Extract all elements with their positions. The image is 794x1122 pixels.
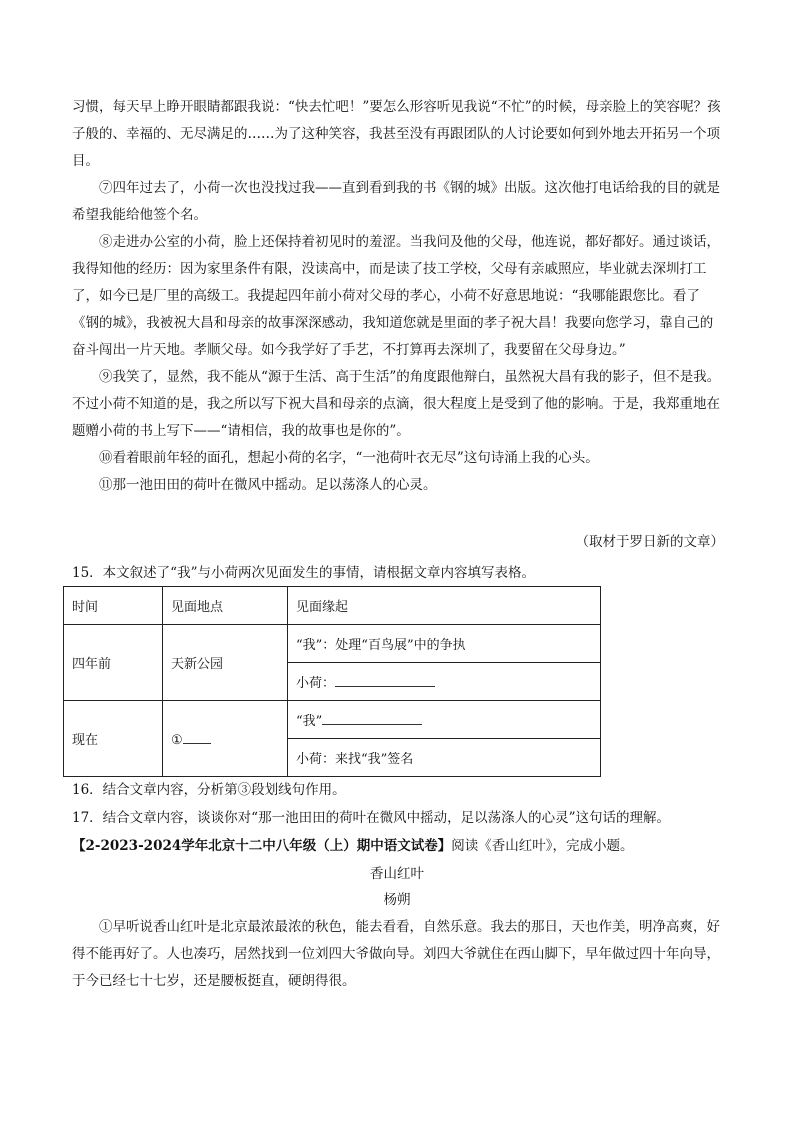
header-reason: 见面缘起: [288, 587, 601, 625]
story-continuation: [72, 94, 722, 499]
row2-time: 现在: [64, 701, 163, 777]
table-row: [64, 625, 601, 663]
header-time: 时间: [64, 587, 163, 625]
paragraph-11: ⑪那一池田田的荷叶在微风中摇动。足以荡涤人的心灵。: [99, 477, 437, 493]
table-header-row: [64, 587, 601, 625]
article-body: [72, 914, 722, 995]
row2-reason-xiaohe: 小荷：来找“我”签名: [288, 739, 601, 777]
row1-time: 四年前: [64, 625, 163, 701]
next-section-heading: [72, 834, 634, 854]
header-place: 见面地点: [163, 587, 288, 625]
exam-source-label: 【2-2023-2024学年北京十二中八年级（上）期中语文试卷】: [72, 838, 452, 854]
article-author: 杨朔: [383, 892, 411, 908]
paragraph-9: ⑨我笑了，显然，我不能从“源于生活、高于生活”的角度跟他辩白，虽然祝大昌有我的影子，但不是我。不过小荷不知道的是，我之所以写下祝大昌和母亲的点滴，很大程度上是受到了他的影响。于是，我郑重地在题赠小荷的书上写下——“请相信，我的故事也是你的”。: [72, 369, 721, 439]
row2-reason-me-label: “我”: [296, 714, 323, 729]
answer-blank[interactable]: [322, 710, 422, 725]
row1-reason-xiaohe-label: 小荷：: [296, 676, 336, 691]
row1-place: 天新公园: [163, 625, 288, 701]
paragraph-habit: 习惯，每天早上睁开眼睛都跟我说：“快去忙吧！”要怎么形容听见我说“不忙”的时候，母亲脸上的笑容呢？孩子般的、幸福的、无尽满足的……为了这种笑容，我甚至没有再跟团队的人讨论要如何到外地去开拓另一个项目。: [72, 99, 721, 169]
answer-blank[interactable]: [183, 729, 211, 744]
row2-reason-me: [288, 701, 601, 739]
article-title: 香山红叶: [370, 866, 424, 882]
answer-blank[interactable]: [335, 672, 435, 687]
reading-instruction: 阅读《香山红叶》，完成小题。: [451, 838, 634, 854]
article-paragraph-1: ①早听说香山红叶是北京最浓最浓的秋色，能去看看，自然乐意。我去的那日，天也作美，明净高爽，好得不能再好了。人也凑巧，居然找到一位刘四大爷做向导。刘四大爷就住在西山脚下，早年做过四十年向导，于今已经七十七岁，还是腰板挺直，硬朗得很。: [72, 919, 720, 989]
row2-place-label: ①: [171, 733, 183, 748]
table-row: [64, 701, 601, 739]
question-15: 15．本文叙述了“我”与小荷两次见面发生的事情，请根据文章内容填写表格。: [72, 565, 535, 581]
paragraph-7: ⑦四年过去了，小荷一次也没找过我——直到看到我的书《钢的城》出版。这次他打电话给我的目的就是希望我能给他签个名。: [72, 180, 720, 223]
row1-reason-xiaohe: [288, 663, 601, 701]
question-16: 16．结合文章内容，分析第③段划线句作用。: [72, 782, 346, 798]
source-citation: （取材于罗日新的文章）: [575, 534, 724, 550]
meeting-table: [63, 586, 601, 777]
question-17: 17．结合文章内容，谈谈你对“那一池田田的荷叶在微风中摇动，足以荡涤人的心灵”这句话的理解。: [72, 810, 670, 826]
paragraph-10: ⑩看着眼前年轻的面孔，想起小荷的名字，“一池荷叶衣无尽”这句诗涌上我的心头。: [99, 450, 599, 466]
row2-place: [163, 701, 288, 777]
paragraph-8: ⑧走进办公室的小荷，脸上还保持着初见时的羞涩。当我问及他的父母，他连说，都好都好。通过谈话，我得知他的经历：因为家里条件有限，没读高中，而是读了技工学校，父母有亲戚照应，毕业就去深圳打工了，如今已是厂里的高级工。我提起四年前小荷对父母的孝心，小荷不好意思地说：“我哪能跟您比。看了《钢的城》，我被祝大昌和母亲的故事深深感动，我知道您就是里面的孝子祝大昌！我要向您学习，靠自己的奋斗闯出一片天地。孝顺父母。如今我学好了手艺，不打算再去深圳了，我要留在父母身边。”: [72, 234, 720, 358]
row1-reason-me: “我”：处理“百鸟展”中的争执: [288, 625, 601, 663]
